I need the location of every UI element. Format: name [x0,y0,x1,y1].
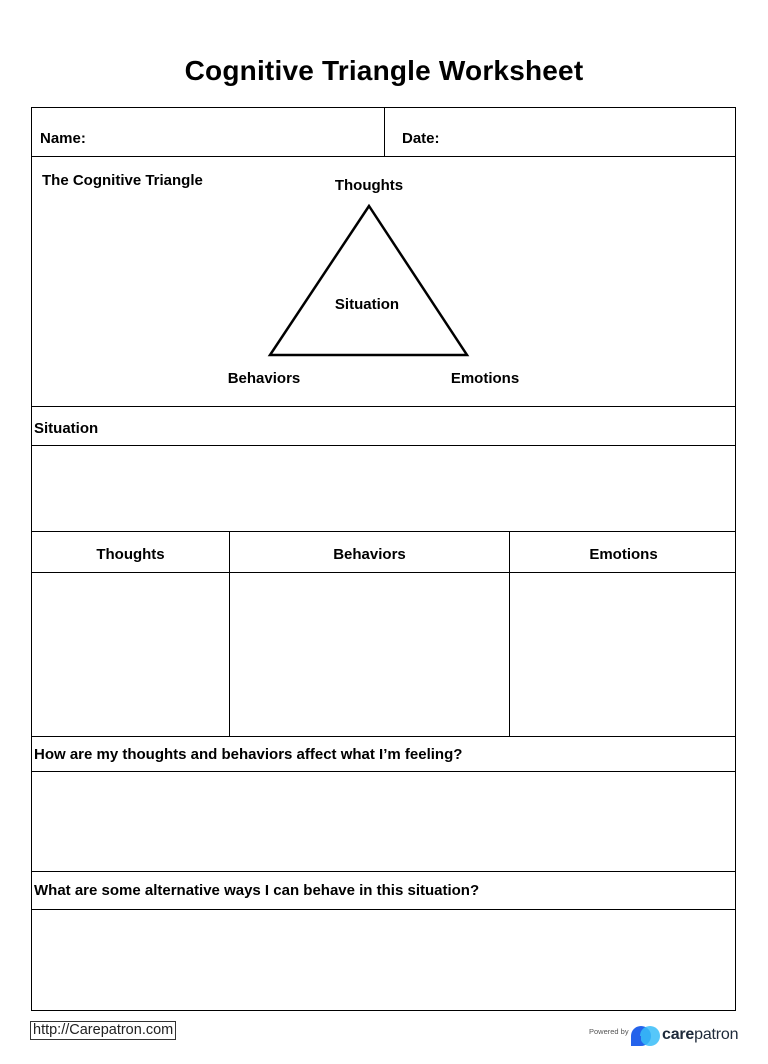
divider [32,406,735,407]
divider [32,445,735,446]
divider [32,572,735,573]
divider [32,531,735,532]
carepatron-brand [662,1026,738,1044]
carepatron-logo-icon [630,1025,662,1047]
situation-label: Situation [34,420,99,437]
alternatives-answer-input[interactable] [36,914,732,1008]
thoughts-input[interactable] [36,576,228,735]
question-alternatives: What are some alternative ways I can behave in this situation? [34,882,480,899]
feelings-answer-input[interactable] [36,776,732,870]
column-header-emotions: Emotions [589,546,658,563]
emotions-input[interactable] [514,576,736,735]
cognitive-triangle-icon [32,108,737,408]
divider [32,736,735,737]
brand-bold: care [662,1026,695,1043]
divider [32,771,735,772]
carepatron-link[interactable]: http://Carepatron.com [30,1021,176,1040]
name-label: Name: [40,130,86,147]
column-header-thoughts: Thoughts [96,546,165,563]
question-feelings: How are my thoughts and behaviors affect what I’m feeling? [34,746,463,763]
divider [32,871,735,872]
triangle-top-label: Thoughts [334,177,404,194]
triangle-heading: The Cognitive Triangle [42,172,203,189]
page-title: Cognitive Triangle Worksheet [184,55,584,86]
column-header-behaviors: Behaviors [333,546,406,563]
triangle-right-label: Emotions [450,370,520,387]
situation-input[interactable] [36,450,732,530]
powered-by-text: Powered by [589,1027,629,1036]
behaviors-input[interactable] [234,576,508,735]
triangle-left-label: Behaviors [227,370,301,387]
triangle-center-label: Situation [334,296,400,313]
date-label: Date: [402,130,440,147]
brand-rest: patron [694,1026,739,1043]
worksheet-table [31,107,736,1011]
divider [32,909,735,910]
